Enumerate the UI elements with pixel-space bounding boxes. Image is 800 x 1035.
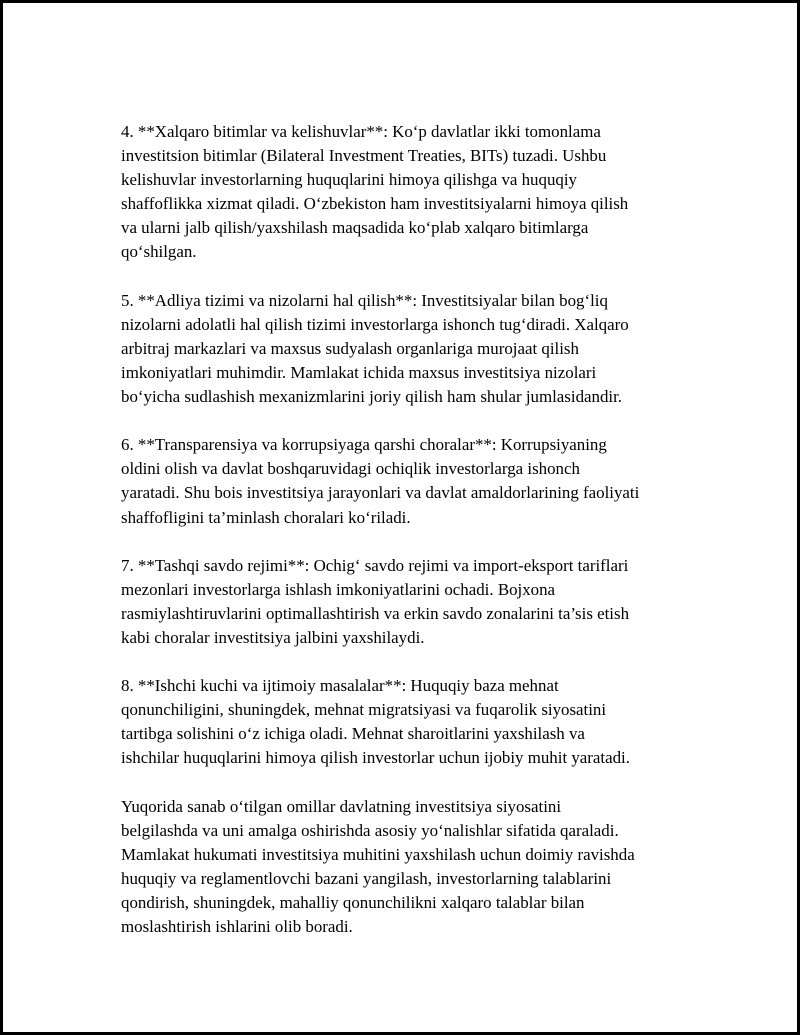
text-line: investitsion bitimlar (Bilateral Investment Treaties, BITs) tuzadi. Ushbu xyxy=(121,146,607,166)
paragraph-conclusion xyxy=(121,795,701,940)
text-line: 5. **Adliya tizimi va nizolarni hal qilish**: Investitsiyalar bilan bog‘liq xyxy=(121,290,608,310)
document-body xyxy=(121,120,701,939)
text-line: kabi choralar investitsiya jalbini yaxshilaydi. xyxy=(121,627,425,647)
text-line: shaffoflikka xizmat qiladi. O‘zbekiston ham investitsiyalarni himoya qilish xyxy=(121,194,629,214)
text-line: yaratadi. Shu bois investitsiya jarayonlari va davlat amaldorlarining faoliyati xyxy=(121,483,640,503)
text-line: qondirish, shuningdek, mahalliy qonunchilikni xalqaro talablar bilan xyxy=(121,893,585,912)
text-line: arbitraj markazlari va maxsus sudyalash organlariga murojaat qilish xyxy=(121,338,579,358)
text-line: 7. **Tashqi savdo rejimi**: Ochig‘ savdo rejimi va import-eksport tariflari xyxy=(121,555,629,575)
text-line: shaffofligini ta’minlash choralari ko‘riladi. xyxy=(121,507,411,527)
paragraph-item-8 xyxy=(121,674,701,770)
text-line: va ularni jalb qilish/yaxshilash maqsadida ko‘plab xalqaro bitimlarga xyxy=(121,218,589,238)
text-line: nizolarni adolatli hal qilish tizimi investorlarga ishonch tug‘diradi. Xalqaro xyxy=(121,314,629,334)
text-line: huquqiy va reglamentlovchi bazani yangilash, investorlarning talablarini xyxy=(121,868,612,888)
text-line: 4. **Xalqaro bitimlar va kelishuvlar**: Ko‘p davlatlar ikki tomonlama xyxy=(121,122,601,141)
paragraph-item-5 xyxy=(121,289,701,409)
text-line: 6. **Transparensiya va korrupsiyaga qarshi choralar**: Korrupsiyaning xyxy=(121,435,607,455)
paragraph-item-7 xyxy=(121,554,701,650)
text-line: imkoniyatlari muhimdir. Mamlakat ichida maxsus investitsiya nizolari xyxy=(121,362,597,382)
text-line: rasmiylashtiruvlarini optimallashtirish va erkin savdo zonalarini ta’sis etish xyxy=(121,603,630,623)
text-line: Mamlakat hukumati investitsiya muhitini yaxshilash uchun doimiy ravishda xyxy=(121,844,635,864)
text-line: 8. **Ishchi kuchi va ijtimoiy masalalar**: Huquqiy baza mehnat xyxy=(121,676,559,696)
text-line: mezonlari investorlarga ishlash imkoniyatlarini ochadi. Bojxona xyxy=(121,579,556,599)
text-line: oldini olish va davlat boshqaruvidagi ochiqlik investorlarga ishonch xyxy=(121,459,580,479)
paragraph-item-6 xyxy=(121,433,701,529)
text-line: Yuqorida sanab o‘tilgan omillar davlatning investitsiya siyosatini xyxy=(121,796,562,816)
paragraph-item-4 xyxy=(121,120,701,265)
text-line: moslashtirish ishlarini olib boradi. xyxy=(121,917,353,937)
text-line: qonunchiligini, shuningdek, mehnat migratsiyasi va fuqarolik siyosatini xyxy=(121,700,607,720)
text-line: ishchilar huquqlarini himoya qilish investorlar uchun ijobiy muhit yaratadi. xyxy=(121,748,630,768)
text-line: kelishuvlar investorlarning huquqlarini himoya qilishga va huquqiy xyxy=(121,170,577,190)
text-line: tartibga solishini o‘z ichiga oladi. Mehnat sharoitlarini yaxshilash va xyxy=(121,724,585,744)
text-line: qo‘shilgan. xyxy=(121,242,197,262)
text-line: belgilashda va uni amalga oshirishda asosiy yo‘nalishlar sifatida qaraladi. xyxy=(121,820,619,840)
text-line: bo‘yicha sudlashish mexanizmlarini joriy qilish ham shular jumlasidandir. xyxy=(121,387,623,407)
